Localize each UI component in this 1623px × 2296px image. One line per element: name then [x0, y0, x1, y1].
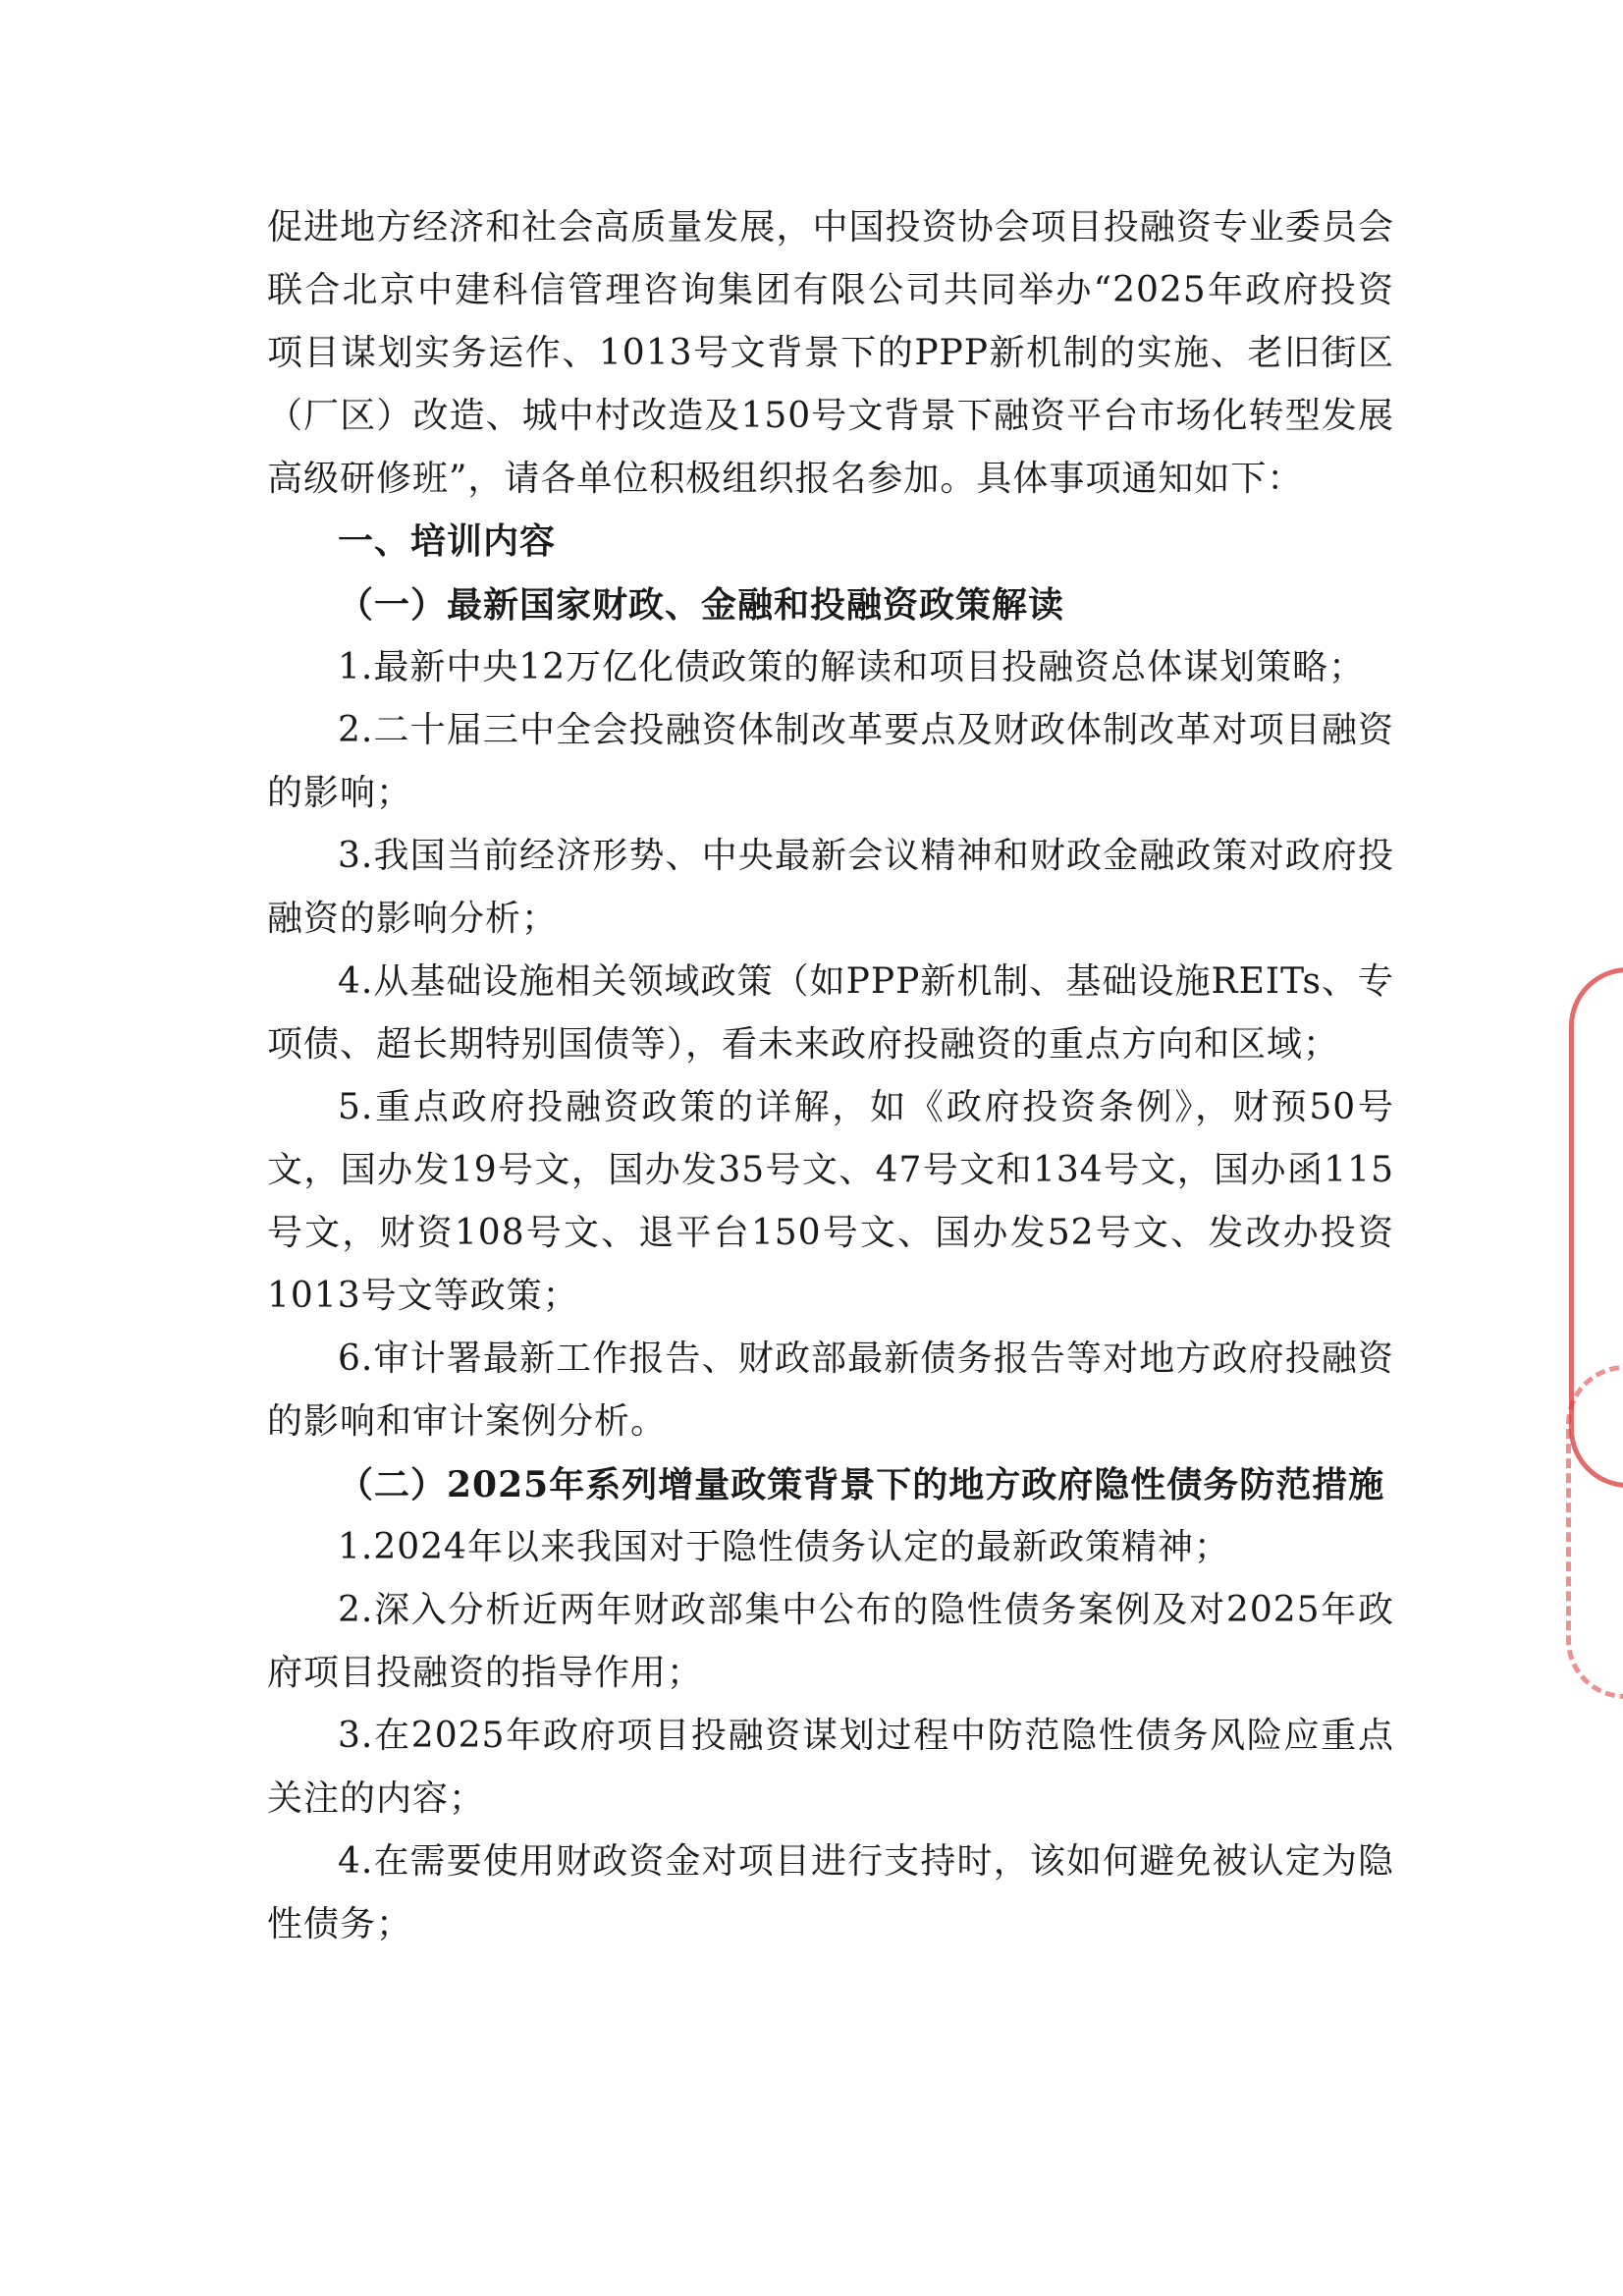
intro-paragraph: 促进地方经济和社会高质量发展，中国投资协会项目投融资专业委员会联合北京中建科信管理咨询集团有限公司共同举办“2025年政府投资项目谋划实务运作、1013号文背景下的PPP新机制的实施、老旧街区（厂区）改造、城中村改造及150号文背景下融资平台市场化转型发展高级研修班”，请各单位积极组织报名参加。具体事项通知如下： [267, 207, 1394, 499]
list-item: 5.重点政府投融资政策的详解，如《政府投资条例》，财预50号文，国办发19号文，国办发35号文、47号文和134号文，国办函115号文，财资108号文、退平台150号文、国办发52号文、发改办投资1013号文等政策； [267, 1087, 1394, 1316]
list-item: 2.深入分析近两年财政部集中公布的隐性债务案例及对2025年政府项目投融资的指导作用； [267, 1590, 1394, 1693]
list-item: 3.在2025年政府项目投融资谋划过程中防范隐性债务风险应重点关注的内容； [267, 1716, 1394, 1819]
list-item: 4.在需要使用财政资金对项目进行支持时，该如何避免被认定为隐性债务； [267, 1841, 1394, 1944]
subsection-heading-policy: （一）最新国家财政、金融和投融资政策解读 [338, 584, 1065, 626]
list-item: 3.我国当前经济形势、中央最新会议精神和财政金融政策对政府投融资的影响分析； [267, 836, 1394, 939]
list-item: 1.2024年以来我国对于隐性债务认定的最新政策精神； [338, 1527, 1230, 1567]
list-item: 4.从基础设施相关领域政策（如PPP新机制、基础设施REITs、专项债、超长期特别国债等），看未来政府投融资的重点方向和区域； [267, 961, 1394, 1065]
subsection-heading-hidden-debt: （二）2025年系列增量政策背景下的地方政府隐性债务防范措施 [338, 1464, 1385, 1505]
section-heading-training-content: 一、培训内容 [338, 521, 557, 562]
list-item: 2.二十届三中全会投融资体制改革要点及财政体制改革对项目融资的影响； [267, 710, 1394, 813]
list-item: 6.审计署最新工作报告、财政部最新债务报告等对地方政府投融资的影响和审计案例分析。 [267, 1339, 1394, 1442]
list-item: 1.最新中央12万亿化债政策的解读和项目投融资总体谋划策略； [338, 647, 1366, 687]
red-seal-fragment-lower [1566, 1365, 1623, 1699]
document-body [267, 196, 1394, 1956]
